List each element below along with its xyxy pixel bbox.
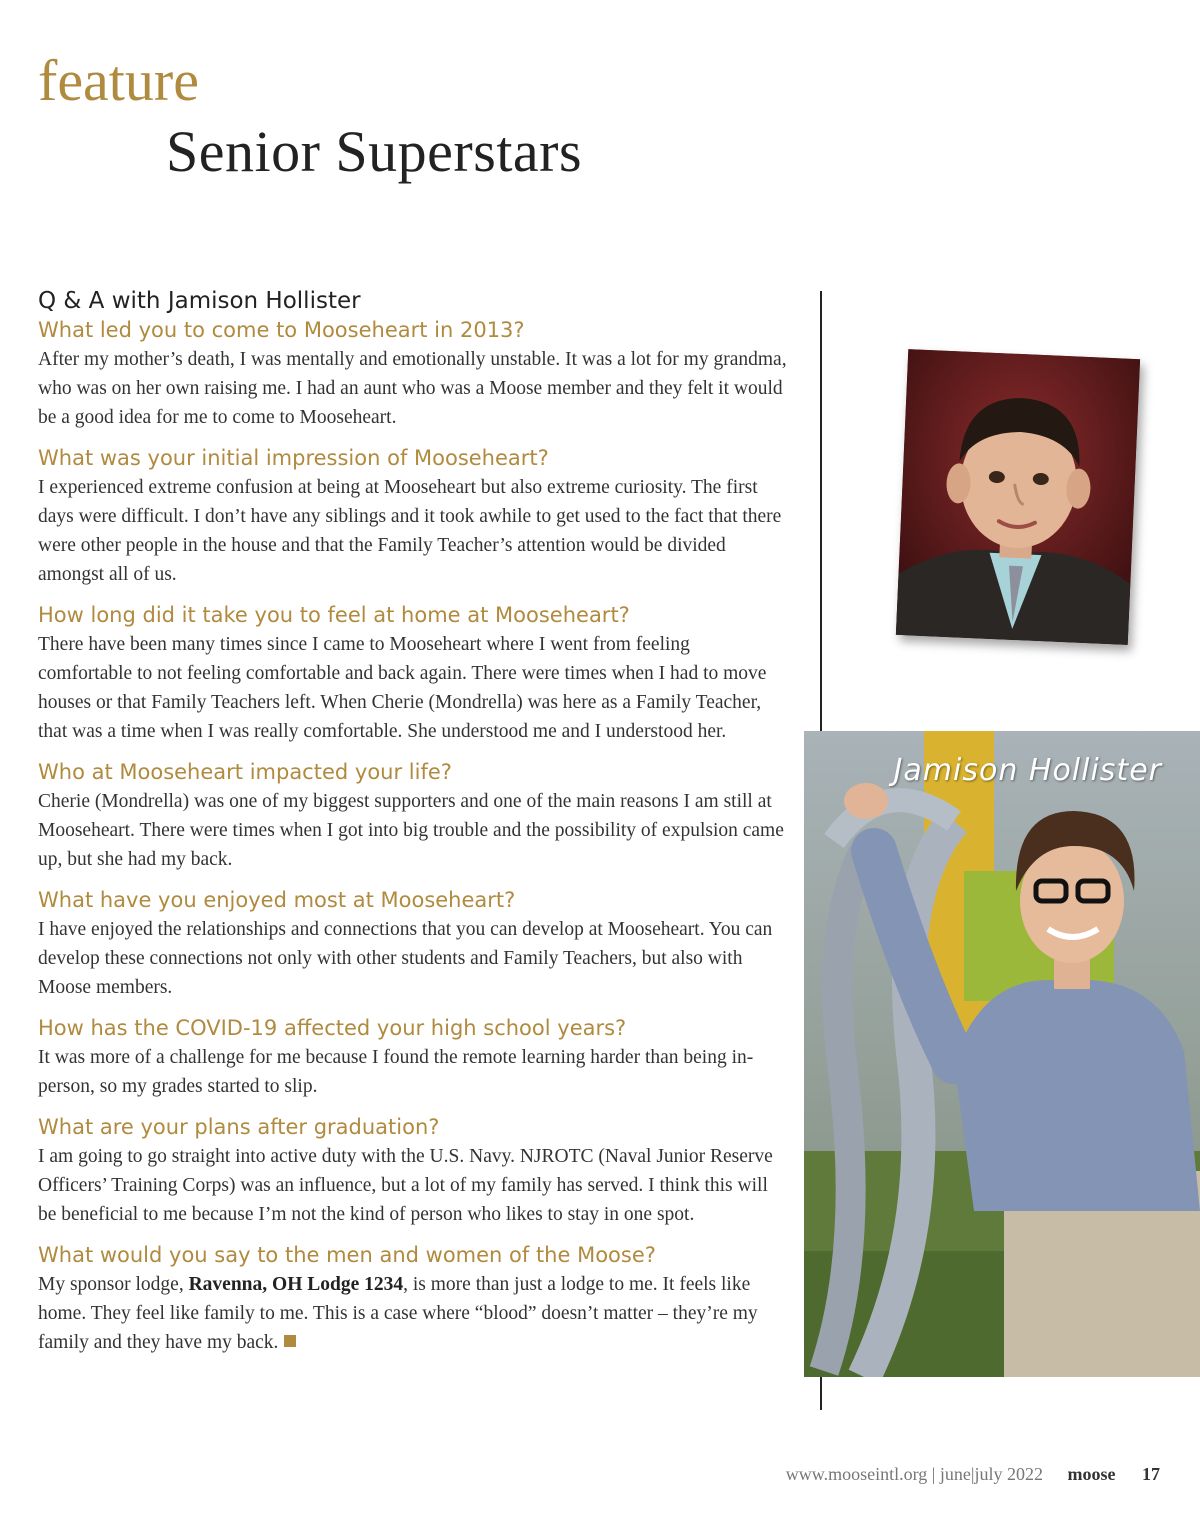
page-footer (786, 1464, 1160, 1485)
interview-intro: Q & A with Jamison Hollister (38, 288, 361, 314)
question-1: What led you to come to Mooseheart in 2013? (38, 318, 525, 342)
page-number: 17 (1142, 1464, 1160, 1484)
childhood-portrait-photo (896, 349, 1140, 645)
answer-8 (38, 1270, 788, 1357)
answer-8-part-1: My sponsor lodge, (38, 1274, 189, 1295)
answer-3: There have been many times since I came to Mooseheart where I went from feeling comfortable to not feeling comfortable and back again. There were times when I had to move houses or that Family Teachers left. When Cherie (Mondrella) was here as a Family Teacher, that was a time when I was really comfortable. She understood me and I understood her. (38, 634, 767, 742)
answer-4: Cherie (Mondrella) was one of my biggest supporters and one of the main reasons I am still at Mooseheart. There were times when I got into big trouble and the possibility of expulsion came up, but she had my back. (38, 791, 784, 870)
footer-issue-date: june|july 2022 (939, 1464, 1043, 1484)
question-8: What would you say to the men and women of the Moose? (38, 1243, 656, 1267)
answer-2: I experienced extreme confusion at being at Mooseheart but also extreme curiosity. The first days were difficult. I don’t have any siblings and it took awhile to get used to the fact that there were other people in the house and that the Family Teacher’s attention would be divided amongst all of us. (38, 477, 782, 585)
footer-separator: | (931, 1464, 940, 1484)
answer-1: After my mother’s death, I was mentally and emotionally unstable. It was a lot for my grandma, who was on her own raising me. I had an aunt who was a Moose member and they felt it would be a good idea for me to come to Mooseheart. (38, 349, 787, 428)
section-label: feature (38, 48, 199, 113)
question-4: Who at Mooseheart impacted your life? (38, 760, 452, 784)
article-body (38, 287, 788, 1369)
answer-8-part-2: , is more than just a lodge to me. It feels like home. They feel like family to me. This is a case where “blood” doesn’t matter – they’re my family and they have my back. (38, 1274, 758, 1353)
question-6: How has the COVID-19 affected your high school years? (38, 1016, 627, 1040)
end-of-article-icon (284, 1335, 296, 1347)
page-title: Senior Superstars (166, 119, 583, 184)
answer-7: I am going to go straight into active duty with the U.S. Navy. NJROTC (Naval Junior Reserve Officers’ Training Corps) was an influence, but a lot of my family has served. I think this will be beneficial to me because I’m not the kind of person who likes to stay in one spot. (38, 1146, 773, 1225)
question-3: How long did it take you to feel at home at Mooseheart? (38, 603, 630, 627)
question-5: What have you enjoyed most at Mooseheart? (38, 888, 516, 912)
footer-website: www.mooseintl.org (785, 1464, 928, 1484)
footer-magazine-name: moose (1067, 1464, 1116, 1484)
question-7: What are your plans after graduation? (38, 1115, 440, 1139)
senior-portrait-photo (804, 731, 1200, 1377)
sponsor-lodge-name: Ravenna, OH Lodge 1234 (188, 1274, 404, 1295)
question-2: What was your initial impression of Mooseheart? (38, 446, 549, 470)
photo-caption: Jamison Hollister (893, 753, 1162, 788)
answer-5: I have enjoyed the relationships and connections that you can develop at Mooseheart. You can develop these connections not only with other students and Family Teachers, but also with Moose members. (38, 919, 773, 998)
column-divider-top (820, 291, 822, 731)
answer-6: It was more of a challenge for me because I found the remote learning harder than being in-person, so my grades started to slip. (38, 1047, 754, 1097)
column-divider-bottom (820, 1377, 822, 1410)
